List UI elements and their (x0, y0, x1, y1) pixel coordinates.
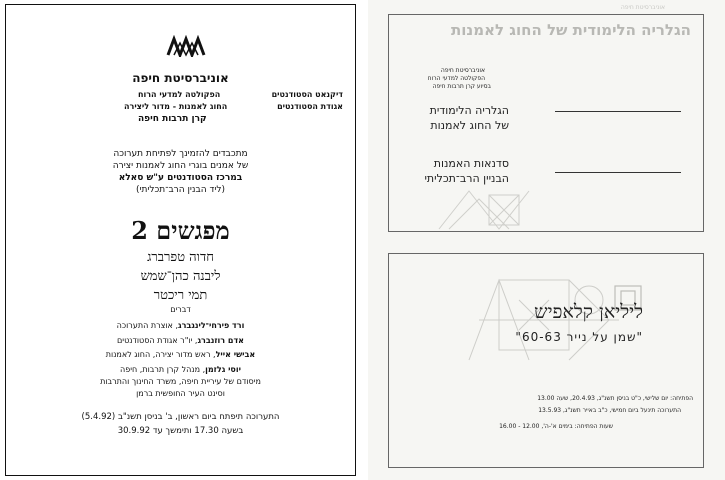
exhibition-title: מפגשים 2 (131, 216, 230, 245)
top-fund: בסיוע קרן תרבות חיפה (432, 83, 491, 90)
speaker-1: ורד פירחי־לינגברג, אוצרת התערוכה (116, 321, 245, 330)
faded-sketch-icon (429, 185, 549, 231)
opening-hours: שעות הפתיחה: בימים א'-ה', 12.00 - 16.00 (499, 423, 613, 430)
gallery-line-1: הגלריה הלימודית (429, 104, 509, 117)
speaker-4: יוסי גלזמן, מנהל קרן תרבות, חיפה (120, 365, 241, 374)
invite-line-3: במרכז הסטודנטים ע"ש סאלא (118, 173, 243, 183)
artist-3: תמי ריכטר (153, 288, 208, 303)
invite-line-1: מתכבדים להזמינך לפתיחת תערוכה (113, 149, 248, 159)
speaker-2: אדם רוזנברג, יו"ר אגודת הסטודנטים (117, 336, 244, 345)
speaker-3: אבישי אייל, ראש מדור יצירה, החוג לאמנות (105, 350, 256, 359)
exhibition-subtitle: "שמן על נייר 60-63" (515, 330, 643, 344)
university-logo-icon (166, 35, 206, 57)
scanned-invitation-right (368, 0, 725, 480)
university-name: אוניברסיטת חיפה (132, 71, 229, 85)
header-humanities-faculty: הפקולטה למדעי הרוח (138, 90, 221, 99)
exhibitor-name: ליליאן קלאפיש (534, 301, 643, 323)
opening-details: הפתיחה: יום שלישי, כ"ט בניסן תשנ"ג, 20.4.93, שעה 13.00 (537, 395, 693, 402)
invite-line-4: (ליד הבנין הרב־תכליתי) (135, 185, 226, 195)
address-line-2 (555, 172, 681, 173)
header-students-deanship: דיקנאט הסטודנטים (271, 90, 343, 99)
faded-university-header: אוניברסיטת חיפה (620, 4, 665, 11)
bottom-panel (388, 253, 704, 468)
address-line-1 (555, 111, 681, 112)
header-art-department: החוג לאמנות - מדור ליצירה (124, 102, 228, 111)
opening-line-1: התערוכה תיפתח ביום ראשון, ב' בניסן תשנ"ב (5.4.92) (81, 412, 280, 422)
studios-line-2: הבניין הרב־תכליתי (424, 172, 509, 185)
sponsor-line-2: וסינט העיר החופשית ברמן (136, 389, 225, 398)
gallery-line-2: של החוג לאמנות (430, 119, 509, 132)
opening-line-2: בשעה 17.30 ותימשך עד 30.9.92 (117, 426, 244, 436)
top-faculty: הפקולטה למדעי הרוח (427, 75, 485, 82)
sponsor-line-1: מיסודם של עיריית חיפה, משרד החינוך והתרבות (100, 377, 261, 386)
artist-1: חדוה טפרברג (147, 250, 214, 265)
speakers-heading: דברים (170, 305, 191, 314)
faded-gallery-header: הגלריה הלימודית של החוג לאמנות (451, 21, 691, 39)
invitation-card-left (5, 4, 356, 476)
top-university: אוניברסיטת חיפה (440, 67, 485, 74)
top-panel (388, 14, 704, 232)
closing-details: התערוכה תינעל ביום חמישי, כ"ב באייר תשנ"ג, 13.5.93 (538, 407, 681, 414)
artist-2: ליבנה כהן־שמש (140, 269, 221, 284)
studios-line-1: סדנאות האמנות (433, 157, 509, 170)
header-culture-fund: קרן תרבות חיפה (138, 114, 207, 124)
header-student-union: אגודת הסטודנטים (277, 102, 343, 111)
invite-line-2: של אמנים בוגרי החוג לאמנות יצירה (112, 161, 249, 171)
